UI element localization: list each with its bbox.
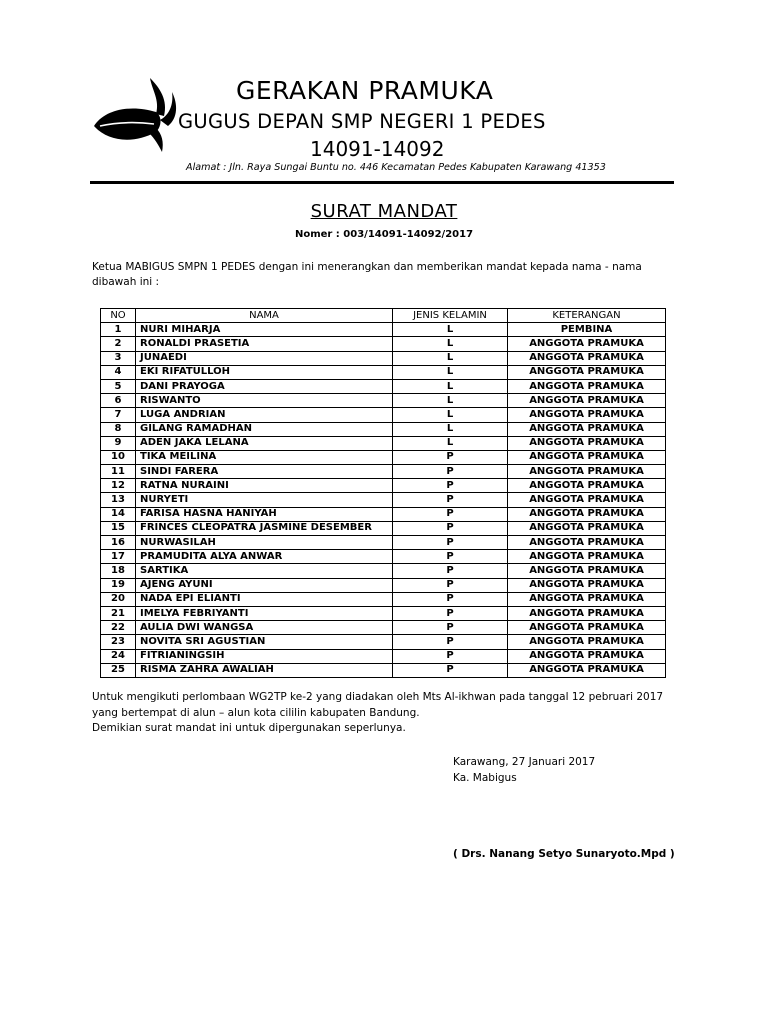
member-note: ANGGOTA PRAMUKA (508, 550, 666, 564)
member-name: RISWANTO (136, 394, 393, 408)
table-row (101, 649, 666, 663)
member-note: ANGGOTA PRAMUKA (508, 536, 666, 550)
member-note: ANGGOTA PRAMUKA (508, 408, 666, 422)
member-sex: P (393, 592, 508, 606)
member-name: NADA EPI ELIANTI (136, 592, 393, 606)
row-number: 8 (101, 422, 136, 436)
member-note: ANGGOTA PRAMUKA (508, 507, 666, 521)
member-name: RISMA ZAHRA AWALIAH (136, 663, 393, 677)
member-sex: L (393, 394, 508, 408)
member-sex: P (393, 493, 508, 507)
member-note: ANGGOTA PRAMUKA (508, 337, 666, 351)
table-row (101, 394, 666, 408)
header-sex: JENIS KELAMIN (393, 309, 508, 323)
table-row (101, 465, 666, 479)
table-row (101, 337, 666, 351)
signature-title: Ka. Mabigus (453, 772, 517, 784)
member-name: DANI PRAYOGA (136, 379, 393, 393)
member-name: PRAMUDITA ALYA ANWAR (136, 550, 393, 564)
table-row (101, 493, 666, 507)
member-note: ANGGOTA PRAMUKA (508, 465, 666, 479)
row-number: 14 (101, 507, 136, 521)
table-row (101, 578, 666, 592)
member-sex: P (393, 521, 508, 535)
intro-paragraph: Ketua MABIGUS SMPN 1 PEDES dengan ini menerangkan dan memberikan mandat kepada nama - nama dibawah ini : (92, 261, 642, 288)
table-row (101, 635, 666, 649)
member-sex: L (393, 365, 508, 379)
member-note: ANGGOTA PRAMUKA (508, 493, 666, 507)
member-note: ANGGOTA PRAMUKA (508, 663, 666, 677)
member-sex: L (393, 408, 508, 422)
member-name: JUNAEDI (136, 351, 393, 365)
member-sex: P (393, 663, 508, 677)
row-number: 1 (101, 323, 136, 337)
member-name: EKI RIFATULLOH (136, 365, 393, 379)
row-number: 23 (101, 635, 136, 649)
member-note: ANGGOTA PRAMUKA (508, 578, 666, 592)
member-note: ANGGOTA PRAMUKA (508, 436, 666, 450)
member-sex: P (393, 507, 508, 521)
row-number: 18 (101, 564, 136, 578)
table-row (101, 351, 666, 365)
table-row (101, 507, 666, 521)
table-row (101, 564, 666, 578)
closing-section (92, 690, 692, 737)
member-note: ANGGOTA PRAMUKA (508, 621, 666, 635)
organization-name: GERAKAN PRAMUKA (236, 76, 494, 105)
member-note: ANGGOTA PRAMUKA (508, 450, 666, 464)
row-number: 24 (101, 649, 136, 663)
row-number: 19 (101, 578, 136, 592)
row-number: 20 (101, 592, 136, 606)
member-name: LUGA ANDRIAN (136, 408, 393, 422)
table-row (101, 550, 666, 564)
row-number: 25 (101, 663, 136, 677)
member-sex: L (393, 337, 508, 351)
row-number: 3 (101, 351, 136, 365)
member-name: SARTIKA (136, 564, 393, 578)
member-note: ANGGOTA PRAMUKA (508, 479, 666, 493)
row-number: 12 (101, 479, 136, 493)
table-row (101, 379, 666, 393)
member-name: TIKA MEILINA (136, 450, 393, 464)
table-row (101, 536, 666, 550)
member-sex: L (393, 351, 508, 365)
document-title: SURAT MANDAT (310, 201, 458, 222)
troop-name: GUGUS DEPAN SMP NEGERI 1 PEDES (178, 110, 546, 133)
table-row (101, 450, 666, 464)
member-note: PEMBINA (508, 323, 666, 337)
member-note: ANGGOTA PRAMUKA (508, 606, 666, 620)
member-note: ANGGOTA PRAMUKA (508, 649, 666, 663)
row-number: 10 (101, 450, 136, 464)
table-row (101, 621, 666, 635)
member-sex: P (393, 578, 508, 592)
member-note: ANGGOTA PRAMUKA (508, 564, 666, 578)
member-sex: L (393, 422, 508, 436)
closing-final-line: Demikian surat mandat ini untuk dipergunakan seperlunya. (92, 722, 406, 734)
member-note: ANGGOTA PRAMUKA (508, 351, 666, 365)
table-row (101, 436, 666, 450)
header-name: NAMA (136, 309, 393, 323)
tunas-kelapa-icon (90, 76, 182, 154)
member-note: ANGGOTA PRAMUKA (508, 379, 666, 393)
member-sex: P (393, 450, 508, 464)
closing-paragraph: Untuk mengikuti perlombaan WG2TP ke-2 yang diadakan oleh Mts Al-ikhwan pada tanggal 12 pebruari 2017 yang bertempat di alun – alun kota cililin kabupaten Bandung. (92, 691, 664, 719)
member-note: ANGGOTA PRAMUKA (508, 394, 666, 408)
table-row (101, 521, 666, 535)
member-name: NOVITA SRI AGUSTIAN (136, 635, 393, 649)
letterhead-divider (90, 181, 674, 184)
signature-place-date: Karawang, 27 Januari 2017 (453, 756, 596, 768)
member-sex: P (393, 479, 508, 493)
row-number: 16 (101, 536, 136, 550)
member-sex: P (393, 564, 508, 578)
member-note: ANGGOTA PRAMUKA (508, 592, 666, 606)
member-name: NURYETI (136, 493, 393, 507)
member-note: ANGGOTA PRAMUKA (508, 365, 666, 379)
row-number: 13 (101, 493, 136, 507)
row-number: 22 (101, 621, 136, 635)
row-number: 17 (101, 550, 136, 564)
row-number: 21 (101, 606, 136, 620)
table-row (101, 323, 666, 337)
row-number: 4 (101, 365, 136, 379)
member-table (100, 308, 666, 678)
member-sex: P (393, 465, 508, 479)
member-note: ANGGOTA PRAMUKA (508, 521, 666, 535)
table-row (101, 606, 666, 620)
letterhead-address: Alamat : Jln. Raya Sungai Buntu no. 446 Kecamatan Pedes Kabupaten Karawang 41353 (186, 162, 606, 173)
table-header-row (101, 309, 666, 323)
member-sex: P (393, 550, 508, 564)
table-row (101, 479, 666, 493)
member-name: RATNA NURAINI (136, 479, 393, 493)
table-row (101, 365, 666, 379)
table-row (101, 592, 666, 606)
troop-code: 14091-14092 (310, 137, 445, 161)
member-sex: P (393, 635, 508, 649)
member-sex: P (393, 606, 508, 620)
member-name: AJENG AYUNI (136, 578, 393, 592)
row-number: 7 (101, 408, 136, 422)
row-number: 2 (101, 337, 136, 351)
table-row (101, 422, 666, 436)
header-note: KETERANGAN (508, 309, 666, 323)
member-sex: P (393, 536, 508, 550)
member-sex: L (393, 379, 508, 393)
member-sex: P (393, 649, 508, 663)
row-number: 6 (101, 394, 136, 408)
member-name: FITRIANINGSIH (136, 649, 393, 663)
member-note: ANGGOTA PRAMUKA (508, 635, 666, 649)
member-name: ADEN JAKA LELANA (136, 436, 393, 450)
table-row (101, 408, 666, 422)
member-name: IMELYA FEBRIYANTI (136, 606, 393, 620)
document-number: Nomer : 003/14091-14092/2017 (294, 229, 474, 240)
member-note: ANGGOTA PRAMUKA (508, 422, 666, 436)
row-number: 5 (101, 379, 136, 393)
member-name: AULIA DWI WANGSA (136, 621, 393, 635)
member-name: GILANG RAMADHAN (136, 422, 393, 436)
member-name: FARISA HASNA HANIYAH (136, 507, 393, 521)
member-sex: L (393, 436, 508, 450)
member-name: NURI MIHARJA (136, 323, 393, 337)
row-number: 15 (101, 521, 136, 535)
member-name: SINDI FARERA (136, 465, 393, 479)
table-row (101, 663, 666, 677)
member-name: RONALDI PRASETIA (136, 337, 393, 351)
member-sex: L (393, 323, 508, 337)
member-name: FRINCES CLEOPATRA JASMINE DESEMBER (136, 521, 393, 535)
signatory-name: ( Drs. Nanang Setyo Sunaryoto.Mpd ) (453, 848, 675, 860)
header-no: NO (101, 309, 136, 323)
member-sex: P (393, 621, 508, 635)
table-body (101, 323, 666, 678)
row-number: 11 (101, 465, 136, 479)
row-number: 9 (101, 436, 136, 450)
member-name: NURWASILAH (136, 536, 393, 550)
